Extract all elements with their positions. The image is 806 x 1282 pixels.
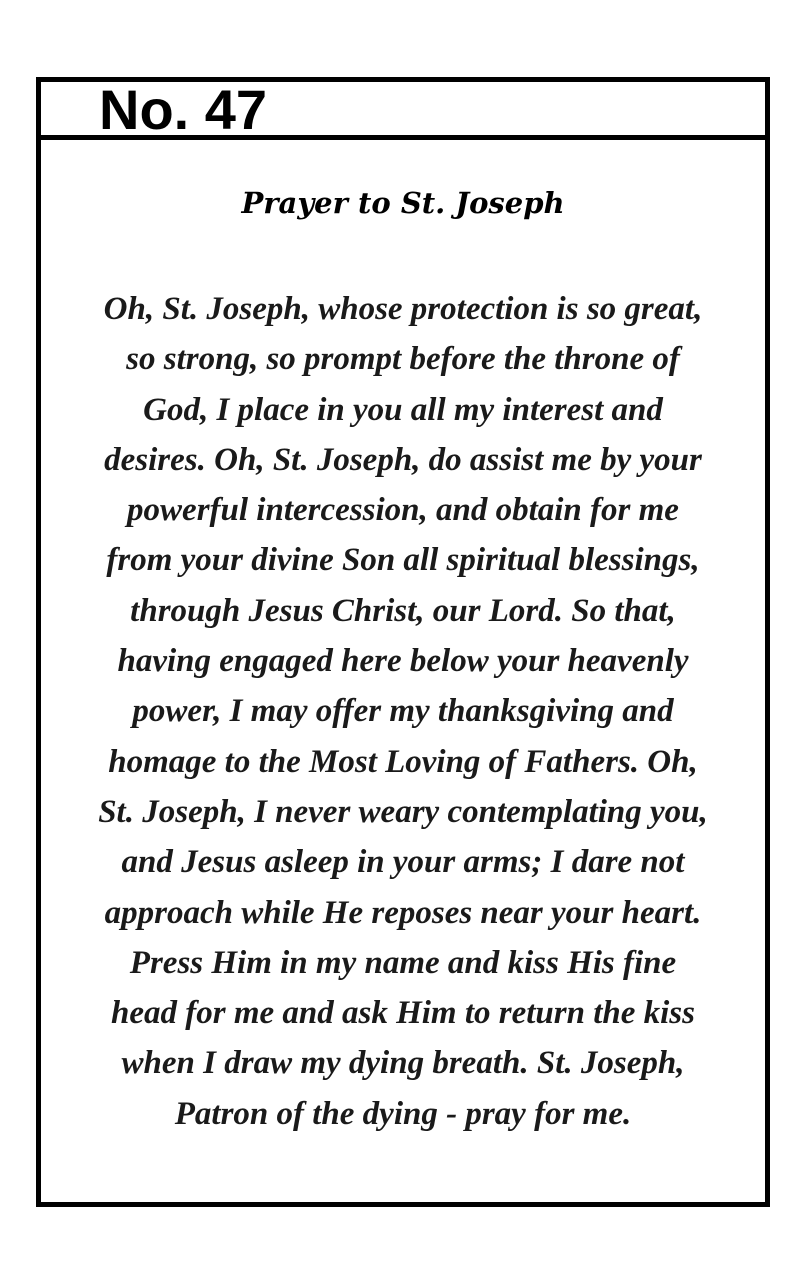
prayer-line: homage to the Most Loving of Fathers. Oh,: [108, 743, 698, 780]
prayer-line: God, I place in you all my interest and: [143, 391, 663, 428]
prayer-line: head for me and ask Him to return the kiss: [111, 995, 695, 1032]
prayer-line: having engaged here below your heavenly: [117, 643, 689, 680]
prayer-line: through Jesus Christ, our Lord. So that,: [130, 592, 676, 629]
prayer-line: from your divine Son all spiritual blessings,: [106, 542, 700, 579]
prayer-line: when I draw my dying breath. St. Joseph,: [121, 1045, 685, 1082]
prayer-line: desires. Oh, St. Joseph, do assist me by your: [104, 441, 702, 478]
prayer-line: and Jesus asleep in your arms; I dare not: [121, 844, 685, 881]
prayer-card: [36, 77, 770, 1207]
prayer-line: Oh, St. Joseph, whose protection is so great,: [103, 291, 703, 327]
prayer-line: powerful intercession, and obtain for me: [127, 492, 679, 529]
prayer-title: Prayer to St. Joseph: [241, 186, 565, 220]
prayer-text: [41, 284, 765, 1139]
prayer-line: Press Him in my name and kiss His fine: [129, 944, 677, 981]
card-header: [41, 78, 765, 141]
prayer-line: approach while He reposes near your heart.: [104, 894, 702, 931]
card-number: No. 47: [99, 78, 268, 141]
prayer-line: Patron of the dying - pray for me.: [174, 1095, 632, 1132]
prayer-line: so strong, so prompt before the throne of: [126, 341, 680, 378]
prayer-line: power, I may offer my thanksgiving and: [132, 693, 674, 730]
prayer-line: St. Joseph, I never weary contemplating you,: [98, 793, 708, 830]
